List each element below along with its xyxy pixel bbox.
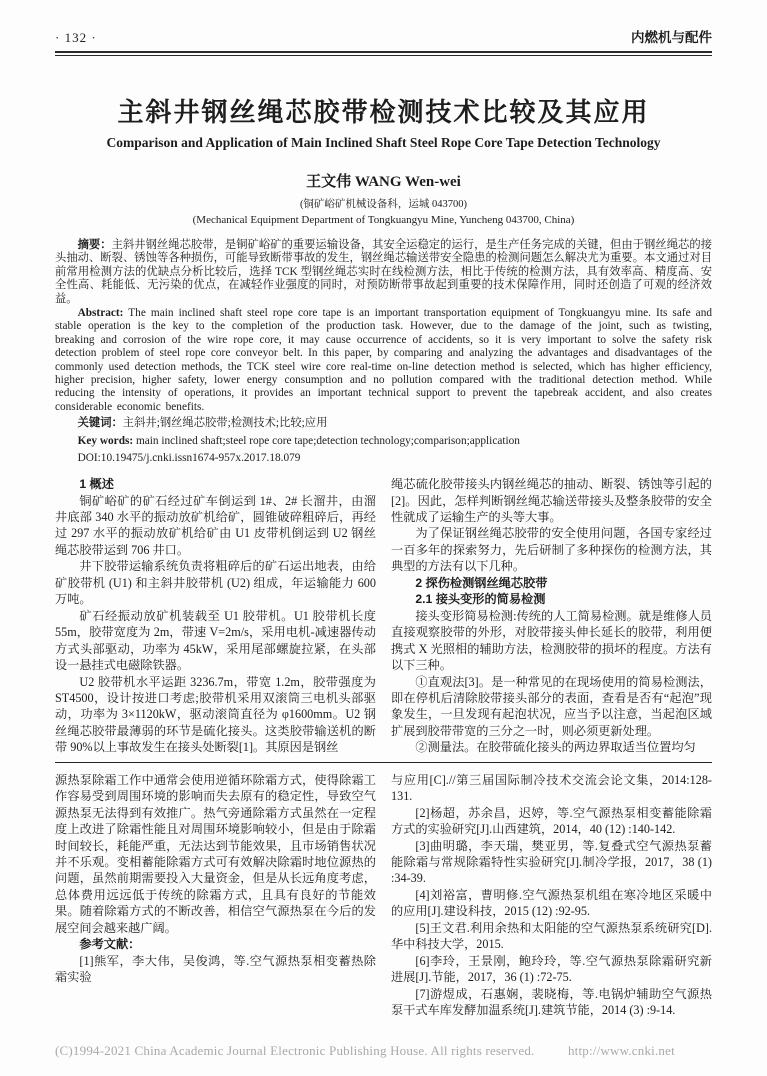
reference-item: [6]李玲，王景刚，鲍玲玲，等.空气源热泵除霜研究新进展[J].节能，2017，36 (1) :72-75. xyxy=(391,953,712,985)
keywords-en-text: main inclined shaft;steel rope core tape;detection technology;comparison;application xyxy=(133,434,520,447)
abstract-zh-label: 摘要： xyxy=(77,239,112,251)
continued-right-column xyxy=(391,772,712,1019)
paragraph: ①直观法[3]。是一种常见的在现场使用的简易检测法，即在停机后清除胶带接头部分的表面，查看是否有“起泡”现象发生，一旦发现有起泡状况，应当予以注意，当起泡区域扩展到胶带带宽的三分之一时，则必须更新处理。 xyxy=(391,674,712,738)
continued-article-columns xyxy=(55,772,712,1019)
affiliation-zh: (铜矿峪矿机械设备科，运城 043700) xyxy=(299,199,468,210)
references-heading: 参考文献： xyxy=(79,937,141,952)
cnki-url: http://www.cnki.net xyxy=(567,1043,675,1058)
cnki-footer xyxy=(55,1043,675,1059)
paragraph: ②测量法。在胶带硫化接头的两边界取适当位置均匀 xyxy=(415,740,696,755)
continued-left-column xyxy=(55,772,376,1019)
header-double-rule xyxy=(55,51,712,56)
section-2-1-heading: 2.1 接头变形的简易检测 xyxy=(415,592,546,607)
keywords-zh-text: 主斜井;钢丝绳芯胶带;检测技术;比较;应用 xyxy=(122,417,328,430)
paragraph: 矿石经振动放矿机装载至 U1 胶带机。U1 胶带机长度 55m，胶带宽度为 2m，带速 V=2m/s，采用电机-减速器传动方式头部驱动，功率为 45kW，采用尾部螺旋拉紧，在头部设一悬挂式电磁除铁器。 xyxy=(55,608,376,673)
abstract-en-label: Abstract: xyxy=(77,307,124,320)
paragraph: 井下胶带运输系统负责将粗碎后的矿石运出地表，由给矿胶带机 (U1) 和主斜井胶带机 (U2) 组成，年运输能力 600 万吨。 xyxy=(55,559,376,607)
abstract-zh xyxy=(55,239,712,306)
section-2-heading: 2 探伤检测钢丝绳芯胶带 xyxy=(415,575,548,590)
reference-item: [5]王文君.利用余热和太阳能的空气源热泵系统研究[D].华中科技大学，2015. xyxy=(391,920,712,952)
abstract-en-text: The main inclined shaft steel rope core tape is an important transportation equipment of Tongkuangyu mine. Its safe and stable operation is the key to the completion of the production task. However, due to the damage of the joint, such as twisting, breaking and corrosion of the wire rope core, it may cause occurrence of accidents, so it is very important to solve the safety risk detection problem of steel rope core conveyor belt. In this paper, by comparing and analyzing the advantages and disadvantages of the commonly used detection methods, the TCK steel wire core real-time on-line detection method is selected, which has higher efficiency, higher precision, higher safety, lower energy consumption and no pollution compared with the traditional detection method. While reducing the intensity of operations, it provides an important technical support to prevent the tapebreak accident, and also creates considerable economic benefits. xyxy=(55,307,712,413)
paragraph: U2 胶带机水平运距 3236.7m，带宽 1.2m，胶带强度为 ST4500，设计按进口考虑;胶带机采用双滚筒三电机头部驱动，功率为 3×1120kW，驱动滚筒直径为 φ1600mm。U2 钢丝绳芯胶带最薄弱的环节是硫化接头。这类胶带输送机的断带 90%以上事故发生在接头处断裂[1]。其原因是钢丝 xyxy=(55,674,376,755)
section-1-heading: 1 概述 xyxy=(79,477,114,492)
abstract-zh-text: 主斜井钢丝绳芯胶带，是铜矿峪矿的重要运输设备，其安全运稳定的运行，是生产任务完成的关键，但由于钢丝绳芯的接头抽动、断裂、锈蚀等各种损伤，可能导致断带事故的发生，钢丝绳芯输送带安全隐患的检测问题怎么解决尤为重要。本文通过对目前常用检测方法的优缺点分析比较后，选择 TCK 型钢丝绳芯实时在线检测方法，相比于传统的检测方法，具有效率高、精度高、安全性高、耗能低、无污染的优点，在减轻作业强度的同时，对预防断带事故起到重要的技术保障作用，同时还创造了可观的经济效益。 xyxy=(55,239,712,305)
article-separator-rule xyxy=(55,762,712,763)
doi-line: DOI:10.19475/j.cnki.issn1674-957x.2017.18.079 xyxy=(77,452,301,465)
author-name: 王文伟 WANG Wen-wei xyxy=(306,174,461,190)
reference-item: [4]刘裕富，曹明修.空气源热泵机组在寒冷地区采暖中的应用[J].建设科技，2015 (12) :92-95. xyxy=(391,887,712,919)
abstract-en xyxy=(55,307,712,414)
paragraph: 接头变形简易检测:传统的人工简易检测。就是维修人员直接观察胶带的外形，对胶带接头伸长延长的胶带，利用便携式 X 光照相的辅助方法，检测胶带的损坏的程度。方法有以下三种。 xyxy=(391,608,712,673)
article-title-en: Comparison and Application of Main Inclined Shaft Steel Rope Core Tape Detection Technology xyxy=(106,135,661,150)
reference-item: [1]熊军，李大伟，吴俊鸿，等.空气源热泵相变蓄热除霜实验 xyxy=(55,953,376,985)
reference-item: [7]游煜成，石惠娴，裴晓梅，等.电锅炉辅助空气源热泵干式车库发酵加温系统[J].建筑节能，2014 (3) :9-14. xyxy=(391,986,712,1018)
keywords-zh xyxy=(55,416,712,432)
paragraph: 铜矿峪矿的矿石经过矿车倒运到 1#、2# 长溜井，由溜井底部 340 水平的振动放矿机给矿，圆锥破碎粗碎后，再经过 297 水平的振动放矿机给矿由 U1 皮带机倒运到 U2 钢丝绳芯胶带运到 706 井口。 xyxy=(55,493,376,557)
continued-paragraph: 源热泵除霜工作中通常会使用逆循环除霜方式，使得除霜工作容易受到周围环境的影响而失去原有的稳定性，导致空气源热泵无法得到有效推广。热气旁通除霜方式虽然在一定程度上改进了除霜性能且对周围环境影响较小，但是由于除霜时间较长，耗能严重，无法达到节能效果，且市场销售状况并不乐观。变相蓄能除霜方式可有效解决除霜时地位源热的问题，虽然前期需要投入大量资金，但是从长远角度考虑，总体费用远远低于传统的除霜方式，且具有良好的节能效果。随着除霜方式的不断改善，相信空气源热泵在今后的发展空间会越来越广阔。 xyxy=(55,772,376,935)
keywords-en xyxy=(55,434,712,450)
paragraph-continued: 绳芯硫化胶带接头内钢丝绳芯的抽动、断裂、锈蚀等引起的[2]。因此，怎样判断钢丝绳芯输送带接头及整条胶带的安全性就成了运输生产的头等大事。 xyxy=(391,477,712,524)
page-header xyxy=(55,26,712,46)
affiliation-en: (Mechanical Equipment Department of Tongkuangyu Mine, Yuncheng 043700, China) xyxy=(192,214,575,226)
main-right-column xyxy=(391,476,712,756)
journal-name: 内燃机与配件 xyxy=(631,30,712,45)
main-article-columns xyxy=(55,476,712,756)
main-left-column xyxy=(55,476,376,756)
paragraph: 为了保证钢丝绳芯胶带的安全使用问题，各国专家经过一百多年的探索努力，先后研制了多种探伤的检测方法，其典型的方法有以下几种。 xyxy=(391,526,712,574)
copyright-text: (C)1994-2021 China Academic Journal Electronic Publishing House. All rights reserved. xyxy=(55,1043,535,1058)
reference-item-continued: 与应用[C].//第三届国际制冷技术交流会论文集，2014:128-131. xyxy=(391,772,712,804)
page-number: · 132 · xyxy=(55,30,97,45)
keywords-zh-label: 关键词： xyxy=(77,417,123,430)
reference-item: [3]曲明璐，李天瑞，樊亚男，等.复叠式空气源热泵蓄能除霜与常规除霜特性实验研究[J].制冷学报，2017，38 (1) :34-39. xyxy=(391,838,712,886)
article-title-zh: 主斜井钢丝绳芯胶带检测技术比较及其应用 xyxy=(117,97,650,127)
reference-item: [2]杨超，苏余昌，迟婷，等.空气源热泵相变蓄能除霜方式的实验研究[J].山西建筑，2014，40 (12) :140-142. xyxy=(391,805,712,837)
keywords-en-label: Key words: xyxy=(77,434,134,447)
